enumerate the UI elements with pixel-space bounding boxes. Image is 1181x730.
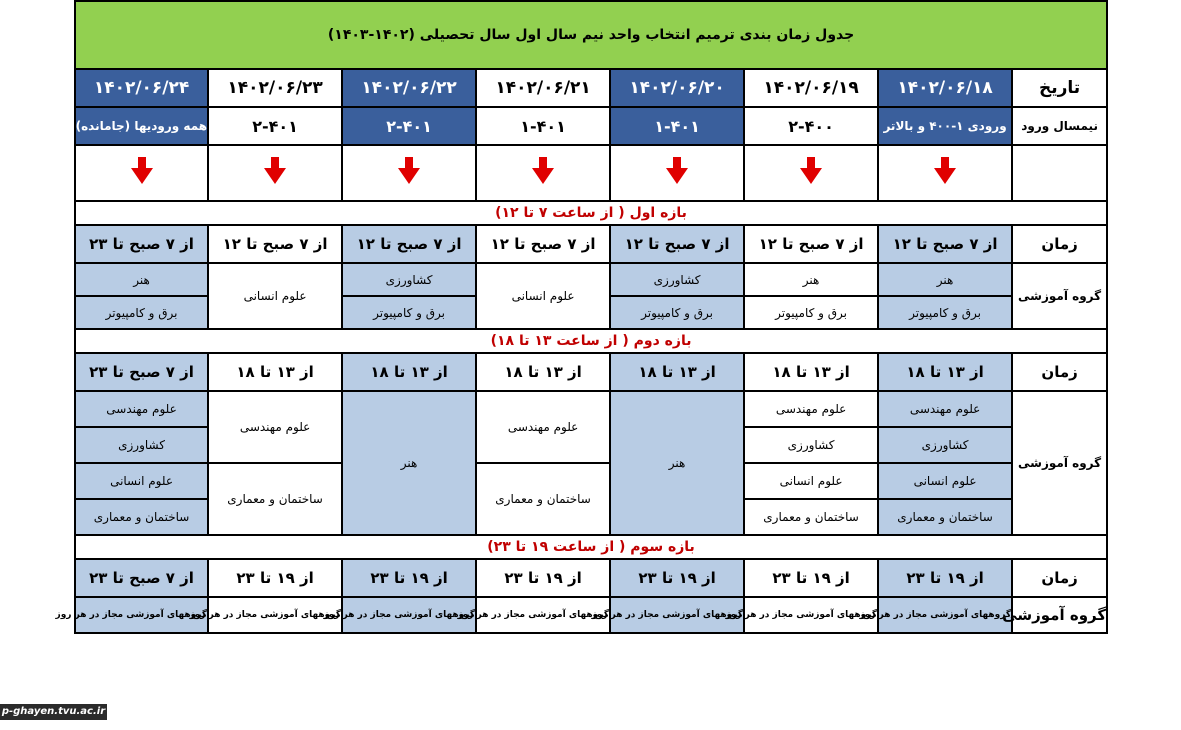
time-cell: از ۱۳ تا ۱۸	[342, 353, 476, 391]
time-cell: از ۱۳ تا ۱۸	[610, 353, 744, 391]
time-cell: از ۱۹ تا ۲۳	[610, 559, 744, 597]
group-cell: برق و کامپیوتر	[75, 296, 208, 329]
group-cell: برق و کامپیوتر	[342, 296, 476, 329]
label-group: گروه آموزشی	[1012, 263, 1107, 329]
label-time: زمان	[1012, 225, 1107, 263]
group-cell: کشاورزی	[342, 263, 476, 296]
group-cell: علوم انسانی	[476, 263, 610, 329]
group-cell: گروههای آموزشی مجاز در هر روز	[208, 597, 342, 633]
entry-cell: ۲-۴۰۱	[342, 107, 476, 145]
date-cell: ۱۴۰۲/۰۶/۲۱	[476, 69, 610, 107]
arrow-row-empty	[1012, 145, 1107, 201]
group-cell: برق و کامپیوتر	[744, 296, 878, 329]
entry-cell: ۲-۴۰۰	[744, 107, 878, 145]
group-cell: کشاورزی	[75, 427, 208, 463]
time-cell: از ۷ صبح تا ۱۲	[342, 225, 476, 263]
down-arrow-icon	[666, 168, 688, 184]
entry-cell: همه ورودیها (جامانده)	[75, 107, 208, 145]
group-cell: ساختمان و معماری	[878, 499, 1012, 535]
time-cell: از ۷ صبح تا ۱۲	[476, 225, 610, 263]
time-cell: از ۷ صبح تا ۱۲	[878, 225, 1012, 263]
entry-cell: ۲-۴۰۱	[208, 107, 342, 145]
time-cell: از ۷ صبح تا ۱۲	[610, 225, 744, 263]
down-arrow-icon	[264, 168, 286, 184]
group-cell: کشاورزی	[878, 427, 1012, 463]
time-cell: از ۱۳ تا ۱۸	[744, 353, 878, 391]
group-cell: گروههای آموزشی مجاز در هر روز	[744, 597, 878, 633]
label-group: گروه آموزشی	[1012, 391, 1107, 535]
time-cell: از ۷ صبح تا ۲۳	[75, 353, 208, 391]
group-cell: علوم مهندسی	[75, 391, 208, 427]
entry-cell: ۱-۴۰۱	[610, 107, 744, 145]
label-time: زمان	[1012, 353, 1107, 391]
period-title: بازه سوم ( از ساعت ۱۹ تا ۲۳)	[75, 535, 1107, 559]
group-cell: هنر	[610, 391, 744, 535]
schedule-sheet	[55, 0, 1107, 676]
time-cell: از ۱۹ تا ۲۳	[342, 559, 476, 597]
label-time: زمان	[1012, 559, 1107, 597]
group-cell: ساختمان و معماری	[208, 463, 342, 535]
down-arrow-icon	[934, 168, 956, 184]
group-cell: هنر	[878, 263, 1012, 296]
down-arrow-icon	[398, 168, 420, 184]
schedule-table	[55, 0, 1108, 634]
group-cell: برق و کامپیوتر	[878, 296, 1012, 329]
group-cell: گروههای آموزشی مجاز در هر روز	[610, 597, 744, 633]
group-cell: علوم انسانی	[75, 463, 208, 499]
label-group: گروه آموزشی	[1012, 597, 1107, 633]
group-cell: علوم مهندسی	[476, 391, 610, 463]
group-cell: گروههای آموزشی مجاز در هر روز	[476, 597, 610, 633]
time-cell: از ۷ صبح تا ۲۳	[75, 225, 208, 263]
group-cell: گروههای آموزشی مجاز در هر روز	[878, 597, 1012, 633]
down-arrow-icon	[800, 168, 822, 184]
group-cell: علوم مهندسی	[208, 391, 342, 463]
time-cell: از ۱۹ تا ۲۳	[476, 559, 610, 597]
entry-cell: ورودی ۱-۴۰۰ و بالاتر	[878, 107, 1012, 145]
time-cell: از ۱۹ تا ۲۳	[878, 559, 1012, 597]
label-entry: نیمسال ورود	[1012, 107, 1107, 145]
group-cell: هنر	[342, 391, 476, 535]
group-cell: کشاورزی	[744, 427, 878, 463]
group-cell: علوم مهندسی	[878, 391, 1012, 427]
date-cell: ۱۴۰۲/۰۶/۲۰	[610, 69, 744, 107]
time-cell: از ۷ صبح تا ۱۲	[744, 225, 878, 263]
period-title: بازه اول ( از ساعت ۷ تا ۱۲)	[75, 201, 1107, 225]
group-cell: علوم مهندسی	[744, 391, 878, 427]
time-cell: از ۷ صبح تا ۲۳	[75, 559, 208, 597]
group-cell: ساختمان و معماری	[744, 499, 878, 535]
time-cell: از ۱۳ تا ۱۸	[208, 353, 342, 391]
group-cell: ساختمان و معماری	[75, 499, 208, 535]
table-title: جدول زمان بندی ترمیم انتخاب واحد نیم سال اول سال تحصیلی (۱۴۰۲-۱۴۰۳)	[75, 1, 1107, 69]
time-cell: از ۱۹ تا ۲۳	[208, 559, 342, 597]
time-cell: از ۷ صبح تا ۱۲	[208, 225, 342, 263]
entry-cell: ۱-۴۰۱	[476, 107, 610, 145]
time-cell: از ۱۳ تا ۱۸	[476, 353, 610, 391]
group-cell: ساختمان و معماری	[476, 463, 610, 535]
group-cell: علوم انسانی	[878, 463, 1012, 499]
group-cell: علوم انسانی	[208, 263, 342, 329]
group-cell: علوم انسانی	[744, 463, 878, 499]
label-date: تاریخ	[1012, 69, 1107, 107]
time-cell: از ۱۳ تا ۱۸	[878, 353, 1012, 391]
date-cell: ۱۴۰۲/۰۶/۱۸	[878, 69, 1012, 107]
group-cell: هنر	[75, 263, 208, 296]
date-cell: ۱۴۰۲/۰۶/۲۳	[208, 69, 342, 107]
period-title: بازه دوم ( از ساعت ۱۳ تا ۱۸)	[75, 329, 1107, 353]
down-arrow-icon	[532, 168, 554, 184]
group-cell: برق و کامپیوتر	[610, 296, 744, 329]
group-cell: گروههای آموزشی مجاز در هر روز	[342, 597, 476, 633]
down-arrow-icon	[131, 168, 153, 184]
site-watermark: p-ghayen.tvu.ac.ir	[0, 704, 107, 720]
group-cell: کشاورزی	[610, 263, 744, 296]
group-cell: هنر	[744, 263, 878, 296]
group-cell: گروههای آموزشی مجاز در هر روز	[75, 597, 208, 633]
date-cell: ۱۴۰۲/۰۶/۲۴	[75, 69, 208, 107]
date-cell: ۱۴۰۲/۰۶/۱۹	[744, 69, 878, 107]
time-cell: از ۱۹ تا ۲۳	[744, 559, 878, 597]
date-cell: ۱۴۰۲/۰۶/۲۲	[342, 69, 476, 107]
